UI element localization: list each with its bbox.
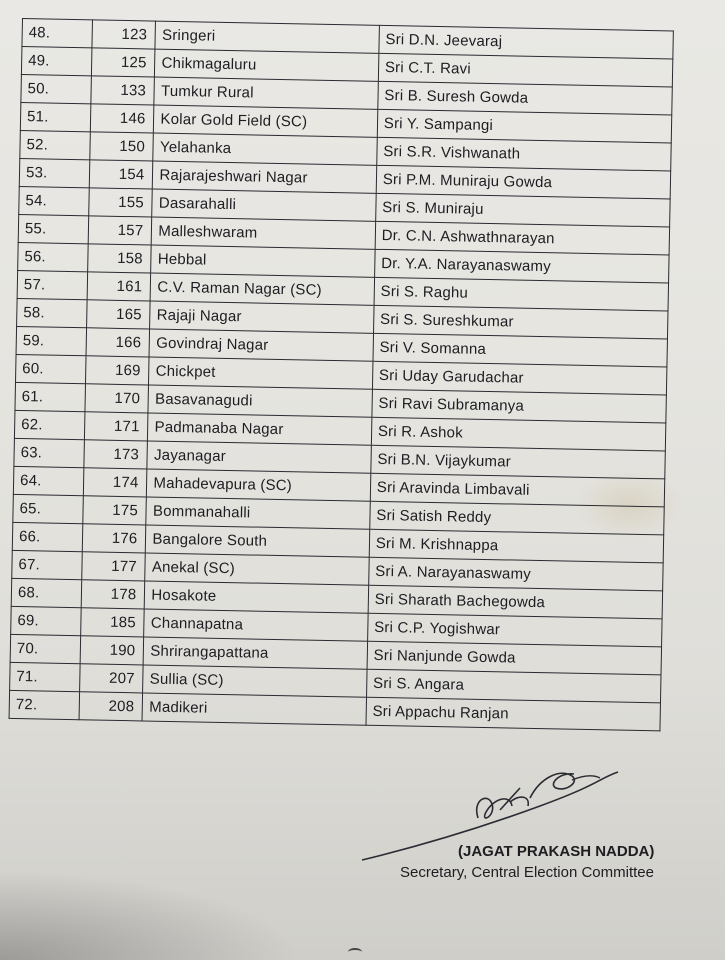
constituency-name: Yelahanka bbox=[153, 133, 377, 165]
row-number: 68. bbox=[11, 578, 81, 607]
constituency-name: Rajaji Nagar bbox=[150, 301, 374, 333]
constituency-name: Hosakote bbox=[145, 581, 369, 613]
constituency-code: 173 bbox=[84, 440, 148, 469]
constituency-name: Basavanagudi bbox=[148, 385, 372, 417]
signer-title: Secretary, Central Election Committee bbox=[400, 864, 654, 881]
candidate-name: Sri Sharath Bachegowda bbox=[368, 585, 663, 619]
row-number: 48. bbox=[22, 19, 92, 48]
constituency-name: Chikmagaluru bbox=[155, 49, 379, 81]
row-number: 52. bbox=[20, 130, 90, 159]
candidate-name: Sri D.N. Jeevaraj bbox=[379, 25, 674, 59]
row-number: 65. bbox=[13, 494, 83, 523]
constituency-code: 166 bbox=[86, 328, 150, 357]
signer-name: (JAGAT PRAKASH NADDA) bbox=[458, 843, 655, 860]
row-number: 71. bbox=[10, 662, 80, 691]
constituency-name: Sullia (SC) bbox=[143, 665, 367, 697]
constituency-name: Chickpet bbox=[149, 357, 373, 389]
constituency-name: Bommanahalli bbox=[146, 497, 370, 529]
candidate-table-body bbox=[9, 19, 673, 731]
row-number: 53. bbox=[19, 158, 89, 187]
row-number: 50. bbox=[21, 74, 91, 103]
constituency-code: 174 bbox=[83, 468, 147, 497]
constituency-name: Channapatna bbox=[144, 609, 368, 641]
row-number: 67. bbox=[12, 550, 82, 579]
constituency-name: Mahadevapura (SC) bbox=[147, 469, 371, 501]
row-number: 59. bbox=[16, 326, 86, 355]
constituency-code: 125 bbox=[91, 48, 155, 77]
constituency-code: 208 bbox=[79, 692, 143, 721]
constituency-code: 178 bbox=[81, 580, 145, 609]
constituency-code: 177 bbox=[81, 552, 145, 581]
candidate-name: Sri Uday Garudachar bbox=[372, 361, 667, 395]
constituency-name: Jayanagar bbox=[147, 441, 371, 473]
constituency-code: 169 bbox=[85, 356, 149, 385]
candidate-name: Sri R. Ashok bbox=[371, 417, 666, 451]
constituency-code: 123 bbox=[92, 20, 156, 49]
constituency-name: Kolar Gold Field (SC) bbox=[154, 105, 378, 137]
constituency-code: 154 bbox=[89, 160, 153, 189]
row-number: 62. bbox=[14, 410, 84, 439]
constituency-name: C.V. Raman Nagar (SC) bbox=[151, 273, 375, 305]
candidate-name: Dr. C.N. Ashwathnarayan bbox=[375, 221, 670, 255]
row-number: 55. bbox=[18, 214, 88, 243]
constituency-name: Padmanaba Nagar bbox=[148, 413, 372, 445]
constituency-code: 165 bbox=[86, 300, 150, 329]
row-number: 63. bbox=[14, 438, 84, 467]
constituency-code: 158 bbox=[87, 244, 151, 273]
constituency-code: 171 bbox=[84, 412, 148, 441]
row-number: 70. bbox=[10, 634, 80, 663]
row-number: 60. bbox=[16, 354, 86, 383]
constituency-name: Hebbal bbox=[151, 245, 375, 277]
constituency-name: Rajarajeshwari Nagar bbox=[153, 161, 377, 193]
constituency-code: 133 bbox=[91, 76, 155, 105]
constituency-code: 176 bbox=[82, 524, 146, 553]
constituency-name: Govindraj Nagar bbox=[149, 329, 373, 361]
row-number: 51. bbox=[20, 102, 90, 131]
constituency-code: 190 bbox=[80, 636, 144, 665]
constituency-name: Sringeri bbox=[155, 21, 379, 53]
constituency-name: Anekal (SC) bbox=[145, 553, 369, 585]
row-number: 72. bbox=[9, 690, 79, 719]
row-number: 66. bbox=[12, 522, 82, 551]
constituency-code: 157 bbox=[88, 216, 152, 245]
candidate-name: Sri Y. Sampangi bbox=[377, 109, 672, 143]
constituency-code: 207 bbox=[79, 664, 143, 693]
candidate-name: Sri Satish Reddy bbox=[370, 501, 665, 535]
row-number: 69. bbox=[11, 606, 81, 635]
candidate-name: Sri S. Angara bbox=[366, 669, 661, 703]
candidate-name: Sri S. Sureshkumar bbox=[373, 305, 668, 339]
candidate-name: Sri S. Raghu bbox=[374, 277, 669, 311]
candidate-name: Sri S.R. Vishwanath bbox=[377, 137, 672, 171]
constituency-name: Dasarahalli bbox=[152, 189, 376, 221]
constituency-name: Madikeri bbox=[142, 693, 366, 725]
candidate-name: Sri Ravi Subramanya bbox=[372, 389, 667, 423]
constituency-name: Shrirangapattana bbox=[144, 637, 368, 669]
candidate-name: Sri C.P. Yogishwar bbox=[367, 613, 662, 647]
constituency-code: 146 bbox=[90, 104, 154, 133]
candidate-name: Sri M. Krishnappa bbox=[369, 529, 664, 563]
row-number: 49. bbox=[21, 47, 91, 76]
constituency-code: 150 bbox=[90, 132, 154, 161]
constituency-name: Bangalore South bbox=[146, 525, 370, 557]
row-number: 57. bbox=[17, 270, 87, 299]
constituency-code: 155 bbox=[88, 188, 152, 217]
candidate-name: Sri Nanjunde Gowda bbox=[367, 641, 662, 675]
row-number: 58. bbox=[17, 298, 87, 327]
candidate-name: Sri P.M. Muniraju Gowda bbox=[376, 165, 671, 199]
constituency-name: Tumkur Rural bbox=[154, 77, 378, 109]
candidate-name: Sri B.N. Vijaykumar bbox=[371, 445, 666, 479]
candidate-name: Sri Appachu Ranjan bbox=[366, 697, 661, 731]
constituency-code: 185 bbox=[80, 608, 144, 637]
row-number: 54. bbox=[19, 186, 89, 215]
constituency-code: 175 bbox=[83, 496, 147, 525]
row-number: 61. bbox=[15, 382, 85, 411]
candidate-name: Dr. Y.A. Narayanaswamy bbox=[374, 249, 669, 283]
row-number: 64. bbox=[13, 466, 83, 495]
constituency-code: 170 bbox=[85, 384, 149, 413]
candidate-name: Sri V. Somanna bbox=[373, 333, 668, 367]
candidate-name: Sri B. Suresh Gowda bbox=[378, 81, 673, 115]
page-mark bbox=[348, 948, 362, 956]
candidate-name: Sri C.T. Ravi bbox=[378, 53, 673, 87]
candidate-name: Sri S. Muniraju bbox=[375, 193, 670, 227]
constituency-name: Malleshwaram bbox=[152, 217, 376, 249]
candidate-name: Sri A. Narayanaswamy bbox=[368, 557, 663, 591]
candidate-table-wrapper bbox=[9, 18, 680, 732]
candidate-table bbox=[9, 18, 674, 731]
candidate-name: Sri Aravinda Limbavali bbox=[370, 473, 665, 507]
constituency-code: 161 bbox=[87, 272, 151, 301]
row-number: 56. bbox=[18, 242, 88, 271]
page-shadow bbox=[0, 870, 300, 960]
